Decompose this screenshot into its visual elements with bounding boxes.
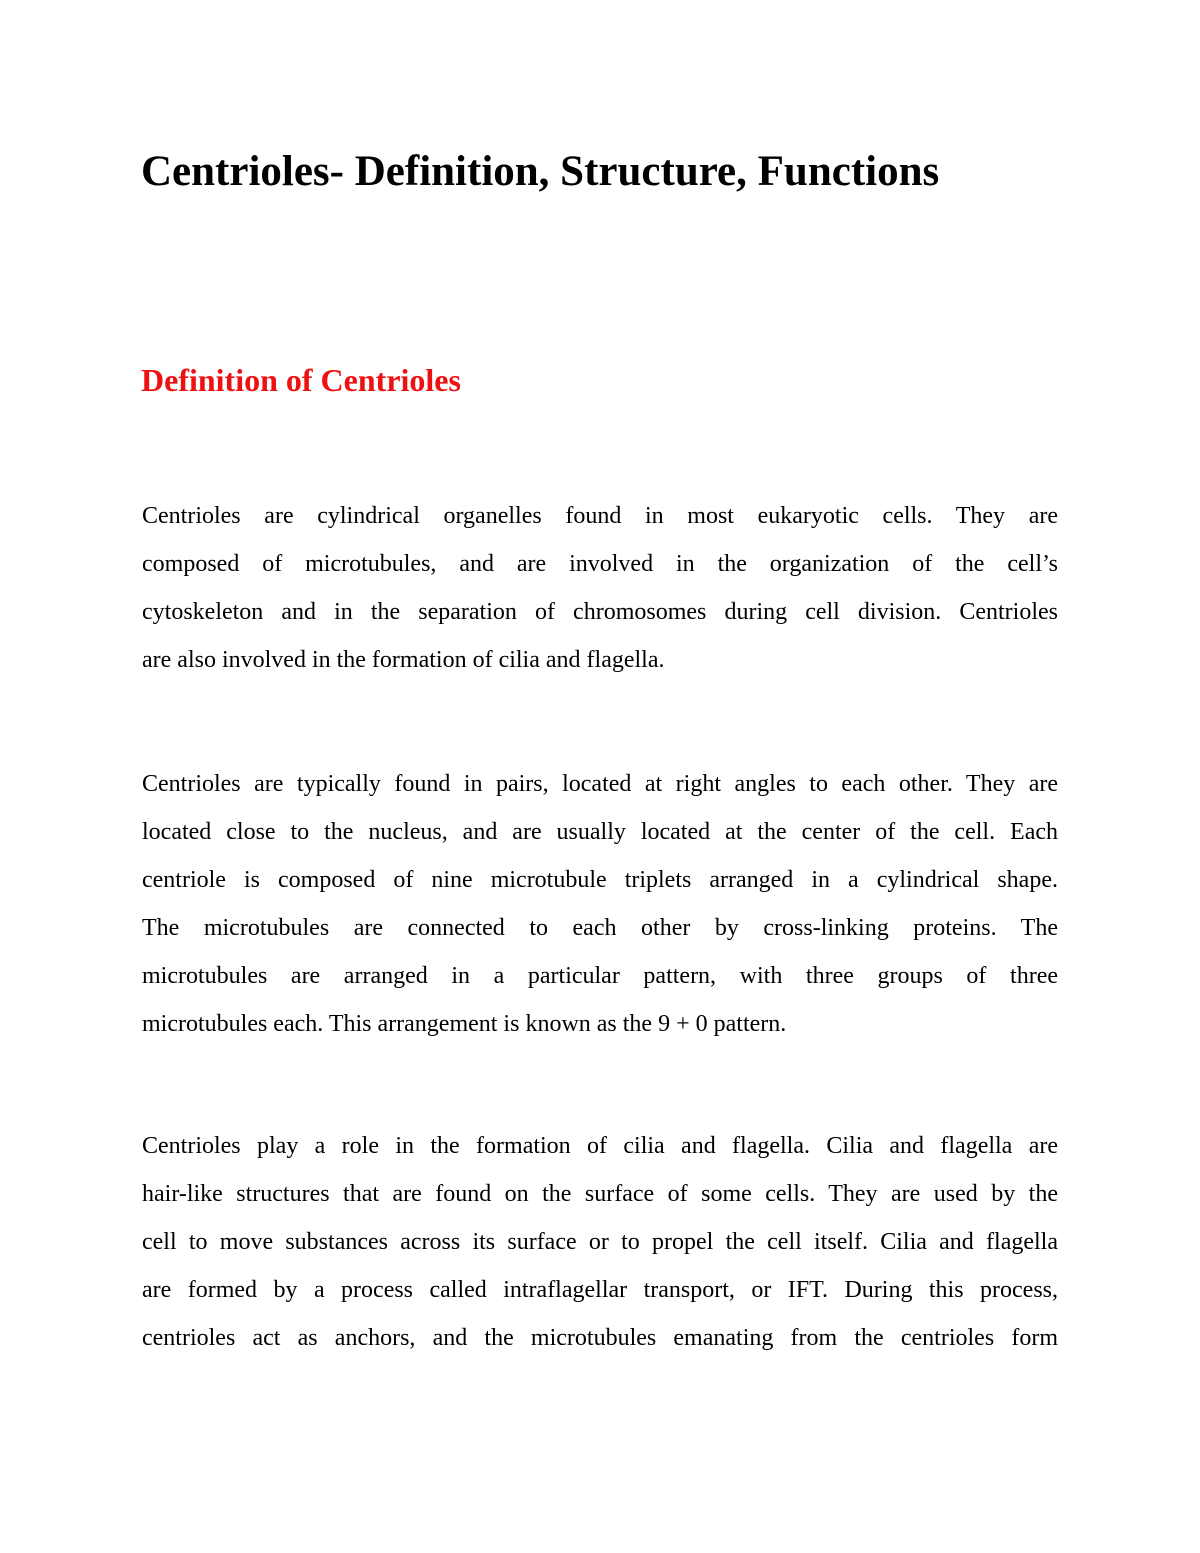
paragraph-line: composed of microtubules, and are involved in the organization of the cell’s <box>142 551 1058 577</box>
paragraph-definition <box>142 492 1058 684</box>
paragraph-line: Centrioles are typically found in pairs, located at right angles to each other. They are <box>142 771 1058 797</box>
paragraph-line: hair-like structures that are found on the surface of some cells. They are used by the <box>142 1181 1058 1207</box>
paragraph-line: located close to the nucleus, and are usually located at the center of the cell. Each <box>142 819 1058 845</box>
section-heading-definition: Definition of Centrioles <box>141 362 461 398</box>
paragraph-line: cell to move substances across its surface or to propel the cell itself. Cilia and flagella <box>142 1229 1058 1255</box>
paragraph-line: microtubules are arranged in a particular pattern, with three groups of three <box>142 963 1058 989</box>
paragraph-line: cytoskeleton and in the separation of chromosomes during cell division. Centrioles <box>142 599 1058 625</box>
paragraph-line: are formed by a process called intraflagellar transport, or IFT. During this process, <box>142 1277 1058 1303</box>
paragraph-line: Centrioles are cylindrical organelles found in most eukaryotic cells. They are <box>142 503 1058 529</box>
document-title: Centrioles- Definition, Structure, Functions <box>141 148 940 195</box>
paragraph-line: are also involved in the formation of cilia and flagella. <box>142 647 665 673</box>
paragraph-line: centrioles act as anchors, and the microtubules emanating from the centrioles form <box>142 1325 1058 1351</box>
paragraph-line: The microtubules are connected to each other by cross-linking proteins. The <box>142 915 1058 941</box>
paragraph-line: Centrioles play a role in the formation of cilia and flagella. Cilia and flagella are <box>142 1133 1058 1159</box>
paragraph-cilia-flagella <box>142 1122 1058 1362</box>
paragraph-structure <box>142 760 1058 1048</box>
paragraph-line: centriole is composed of nine microtubule triplets arranged in a cylindrical shape. <box>142 867 1058 893</box>
paragraph-line: microtubules each. This arrangement is known as the 9 + 0 pattern. <box>142 1011 787 1037</box>
